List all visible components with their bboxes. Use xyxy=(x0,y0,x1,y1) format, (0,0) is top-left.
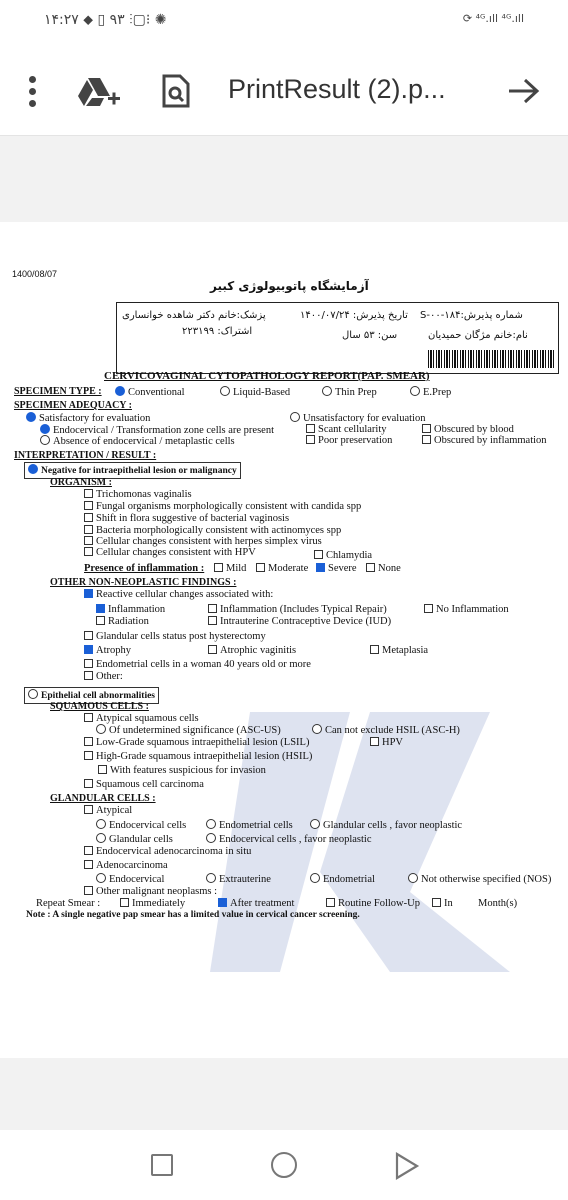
finding-inflammation: Inflammation xyxy=(96,604,165,616)
checkbox-icon xyxy=(84,513,93,522)
radio-icon xyxy=(206,819,216,829)
sq-atypical: Atypical squamous cells xyxy=(84,713,199,725)
sq-asc-h: Can not exclude HSIL (ASC-H) xyxy=(312,724,460,737)
finding-iud: Intrauterine Contraceptive Device (IUD) xyxy=(208,616,391,628)
gl-endometrial: Endometrial xyxy=(310,873,375,886)
result-negative: Negative for intraepithelial lesion or malignancy xyxy=(24,462,241,479)
gl-other-malignant: Other malignant neoplasms : xyxy=(84,886,217,898)
checkbox-icon xyxy=(84,860,93,869)
repeat-after-treatment: After treatment xyxy=(218,898,294,910)
radio-icon xyxy=(96,724,106,734)
checkbox-checked-icon xyxy=(84,645,93,654)
gl-endocervical: Endocervical xyxy=(96,873,164,886)
inflammation-presence: Presence of inflammation : xyxy=(84,563,205,574)
other-findings-label: OTHER NON-NEOPLASTIC FINDINGS : xyxy=(50,577,237,588)
checkbox-icon xyxy=(84,846,93,855)
gl-adeno-in-situ: Endocervical adenocarcinoma in situ xyxy=(84,846,251,858)
reception-number: شماره پذیرش:۱۸۴-۰۰-S xyxy=(420,310,523,321)
checkbox-icon xyxy=(98,765,107,774)
checkbox-icon xyxy=(214,563,223,572)
app-bar xyxy=(0,46,568,136)
finding-radiation: Radiation xyxy=(96,616,149,628)
status-left: ۱۴:۲۷ ⬥ ▯ ۹۳ ⫶▢⁝ ✺ xyxy=(44,12,167,28)
gl-endocervical-neoplastic: Endocervical cells , favor neoplastic xyxy=(206,833,371,846)
gl-extrauterine: Extrauterine xyxy=(206,873,271,886)
interpretation-label: INTERPRETATION / RESULT : xyxy=(14,450,157,461)
checkbox-icon xyxy=(84,737,93,746)
radio-checked-icon xyxy=(28,464,38,474)
adequacy-endocervical-present: Endocervical / Transformation zone cells are present xyxy=(40,424,274,437)
finding-endometrial-40: Endometrial cells in a woman 40 years old or more xyxy=(84,659,311,671)
repeat-routine: Routine Follow-Up xyxy=(326,898,420,910)
checkbox-icon xyxy=(366,563,375,572)
file-title: PrintResult (2).p... xyxy=(228,74,446,104)
checkbox-checked-icon xyxy=(316,563,325,572)
checkbox-icon xyxy=(84,659,93,668)
adequacy-obscured-blood: Obscured by blood xyxy=(422,424,514,436)
epithelial-abnormalities: Epithelial cell abnormalities xyxy=(24,687,159,704)
checkbox-icon xyxy=(84,805,93,814)
viewer-background xyxy=(0,136,568,222)
finding-no-inflammation: No Inflammation xyxy=(424,604,509,616)
sq-asc-us: Of undetermined significance (ASC-US) xyxy=(96,724,281,737)
adequacy-scant: Scant cellularity xyxy=(306,424,387,436)
drive-add-icon[interactable] xyxy=(78,76,122,108)
sq-hpv: HPV xyxy=(370,737,403,749)
recent-apps-icon[interactable] xyxy=(151,1154,173,1176)
checkbox-icon xyxy=(256,563,265,572)
sq-invasion: With features suspicious for invasion xyxy=(98,765,266,777)
inflammation-mild: Mild xyxy=(214,563,246,575)
repeat-months: Month(s) xyxy=(478,898,518,909)
document-search-icon[interactable] xyxy=(160,74,192,108)
sq-scc: Squamous cell carcinoma xyxy=(84,779,204,791)
radio-icon xyxy=(312,724,322,734)
specimen-conventional: Conventional xyxy=(115,386,185,399)
gl-not-specified: Not otherwise specified (NOS) xyxy=(408,873,551,886)
back-icon[interactable] xyxy=(394,1152,420,1180)
checkbox-icon xyxy=(96,616,105,625)
doctor-name: پزشک:خانم دکتر شاهده خوانساری xyxy=(122,310,266,321)
radio-icon xyxy=(96,819,106,829)
specimen-eprep: E.Prep xyxy=(410,386,451,399)
checkbox-icon xyxy=(84,536,93,545)
finding-inflammation-repair: Inflammation (Includes Typical Repair) xyxy=(208,604,387,616)
radio-icon xyxy=(206,873,216,883)
radio-icon xyxy=(96,873,106,883)
more-options-icon[interactable] xyxy=(22,76,42,108)
org-herpes: Cellular changes consistent with herpes simplex virus xyxy=(84,536,322,548)
checkbox-icon xyxy=(422,424,431,433)
radio-icon xyxy=(28,689,38,699)
organism-label: ORGANISM : xyxy=(50,477,112,488)
gl-glandular-neoplastic: Glandular cells , favor neoplastic xyxy=(310,819,462,832)
org-hpv: Cellular changes consistent with HPV xyxy=(84,547,256,559)
checkbox-icon xyxy=(314,550,323,559)
radio-icon xyxy=(410,386,420,396)
checkbox-icon xyxy=(208,604,217,613)
subscription-number: اشتراک: ۲۲۳۱۹۹ xyxy=(182,326,253,337)
checkbox-icon xyxy=(422,435,431,444)
repeat-in: In xyxy=(432,898,453,910)
radio-icon xyxy=(310,819,320,829)
status-right: ⟳ ⁴ᴳ.ıll ⁴ᴳ.ıll xyxy=(462,12,524,25)
finding-glandular-post: Glandular cells status post hysterectomy xyxy=(84,631,266,643)
checkbox-icon xyxy=(326,898,335,907)
adequacy-label: SPECIMEN ADEQUACY : xyxy=(14,400,132,411)
org-trichomonas: Trichomonas vaginalis xyxy=(84,489,192,501)
patient-age: سن: ۵۳ سال xyxy=(342,330,398,341)
squamous-label: SQUAMOUS CELLS : xyxy=(50,701,149,712)
inflammation-severe: Severe xyxy=(316,563,357,575)
checkbox-icon xyxy=(84,779,93,788)
checkbox-icon xyxy=(84,713,93,722)
glandular-label: GLANDULAR CELLS : xyxy=(50,793,156,804)
barcode xyxy=(428,350,554,368)
specimen-thin: Thin Prep xyxy=(322,386,377,399)
home-icon[interactable] xyxy=(271,1152,297,1178)
checkbox-icon xyxy=(370,737,379,746)
finding-other: Other: xyxy=(84,671,123,683)
radio-icon xyxy=(206,833,216,843)
checkbox-icon xyxy=(84,886,93,895)
org-bacteria: Bacteria morphologically consistent with actinomyces spp xyxy=(84,525,341,537)
checkbox-checked-icon xyxy=(218,898,227,907)
reception-date: تاریخ پذیرش: ۱۴۰۰/۰۷/۲۴ xyxy=(300,310,408,321)
adequacy-poor-preservation: Poor preservation xyxy=(306,435,392,447)
checkbox-icon xyxy=(208,645,217,654)
checkbox-checked-icon xyxy=(84,589,93,598)
checkbox-checked-icon xyxy=(96,604,105,613)
checkbox-icon xyxy=(120,898,129,907)
status-bar xyxy=(0,0,568,46)
gl-atypical: Atypical xyxy=(84,805,132,817)
specimen-type-label: SPECIMEN TYPE : xyxy=(14,386,102,397)
viewer-background-bottom xyxy=(0,1058,568,1130)
radio-icon xyxy=(220,386,230,396)
inflammation-moderate: Moderate xyxy=(256,563,308,575)
lab-name: آزمایشگاه پاتوبیولوژی کبیر xyxy=(210,279,369,293)
adequacy-unsatisfactory: Unsatisfactory for evaluation xyxy=(290,412,425,425)
gl-adenocarcinoma: Adenocarcinoma xyxy=(84,860,168,872)
arrow-right-icon[interactable] xyxy=(505,76,541,106)
radio-icon xyxy=(322,386,332,396)
gl-endocervical-cells: Endocervical cells xyxy=(96,819,186,832)
patient-name: نام:خانم مژگان حمیدیان xyxy=(428,330,528,341)
radio-icon xyxy=(96,833,106,843)
gl-glandular-cells: Glandular cells xyxy=(96,833,173,846)
checkbox-icon xyxy=(306,424,315,433)
inflammation-none: None xyxy=(366,563,401,575)
finding-metaplasia: Metaplasia xyxy=(370,645,428,657)
adequacy-satisfactory: Satisfactory for evaluation xyxy=(26,412,150,425)
radio-checked-icon xyxy=(115,386,125,396)
checkbox-icon xyxy=(84,489,93,498)
gl-endometrial-cells: Endometrial cells xyxy=(206,819,293,832)
checkbox-icon xyxy=(208,616,217,625)
checkbox-icon xyxy=(84,631,93,640)
repeat-immediately: Immediately xyxy=(120,898,185,910)
checkbox-icon xyxy=(432,898,441,907)
org-fungal: Fungal organisms morphologically consistent with candida spp xyxy=(84,501,361,513)
document-page[interactable] xyxy=(0,222,568,1058)
repeat-smear-label: Repeat Smear : xyxy=(36,898,101,909)
org-shift-flora: Shift in flora suggestive of bacterial vaginosis xyxy=(84,513,289,525)
radio-checked-icon xyxy=(40,424,50,434)
checkbox-icon xyxy=(84,671,93,680)
reactive-changes: Reactive cellular changes associated with: xyxy=(84,589,273,601)
adequacy-absence-endo: Absence of endocervical / metaplastic cells xyxy=(40,435,235,448)
checkbox-icon xyxy=(306,435,315,444)
report-date: 1400/08/07 xyxy=(12,269,58,279)
checkbox-icon xyxy=(370,645,379,654)
finding-atrophic-vaginitis: Atrophic vaginitis xyxy=(208,645,296,657)
report-note: Note : A single negative pap smear has a limited value in cervical cancer screening. xyxy=(26,910,360,920)
navigation-bar xyxy=(0,1130,568,1200)
org-chlamydia: Chlamydia xyxy=(314,550,372,562)
radio-icon xyxy=(290,412,300,422)
radio-icon xyxy=(408,873,418,883)
adequacy-obscured-inflammation: Obscured by inflammation xyxy=(422,435,547,447)
radio-icon xyxy=(310,873,320,883)
radio-icon xyxy=(40,435,50,445)
finding-atrophy: Atrophy xyxy=(84,645,131,657)
checkbox-icon xyxy=(84,547,93,556)
specimen-liquid: Liquid-Based xyxy=(220,386,290,399)
report-title: CERVICOVAGINAL CYTOPATHOLOGY REPORT(PAP. SMEAR) xyxy=(104,370,430,382)
checkbox-icon xyxy=(84,501,93,510)
checkbox-icon xyxy=(84,525,93,534)
sq-hsil: High-Grade squamous intraepithelial lesion (HSIL) xyxy=(84,751,312,763)
sq-lsil: Low-Grade squamous intraepithelial lesion (LSIL) xyxy=(84,737,309,749)
radio-checked-icon xyxy=(26,412,36,422)
checkbox-icon xyxy=(84,751,93,760)
checkbox-icon xyxy=(424,604,433,613)
